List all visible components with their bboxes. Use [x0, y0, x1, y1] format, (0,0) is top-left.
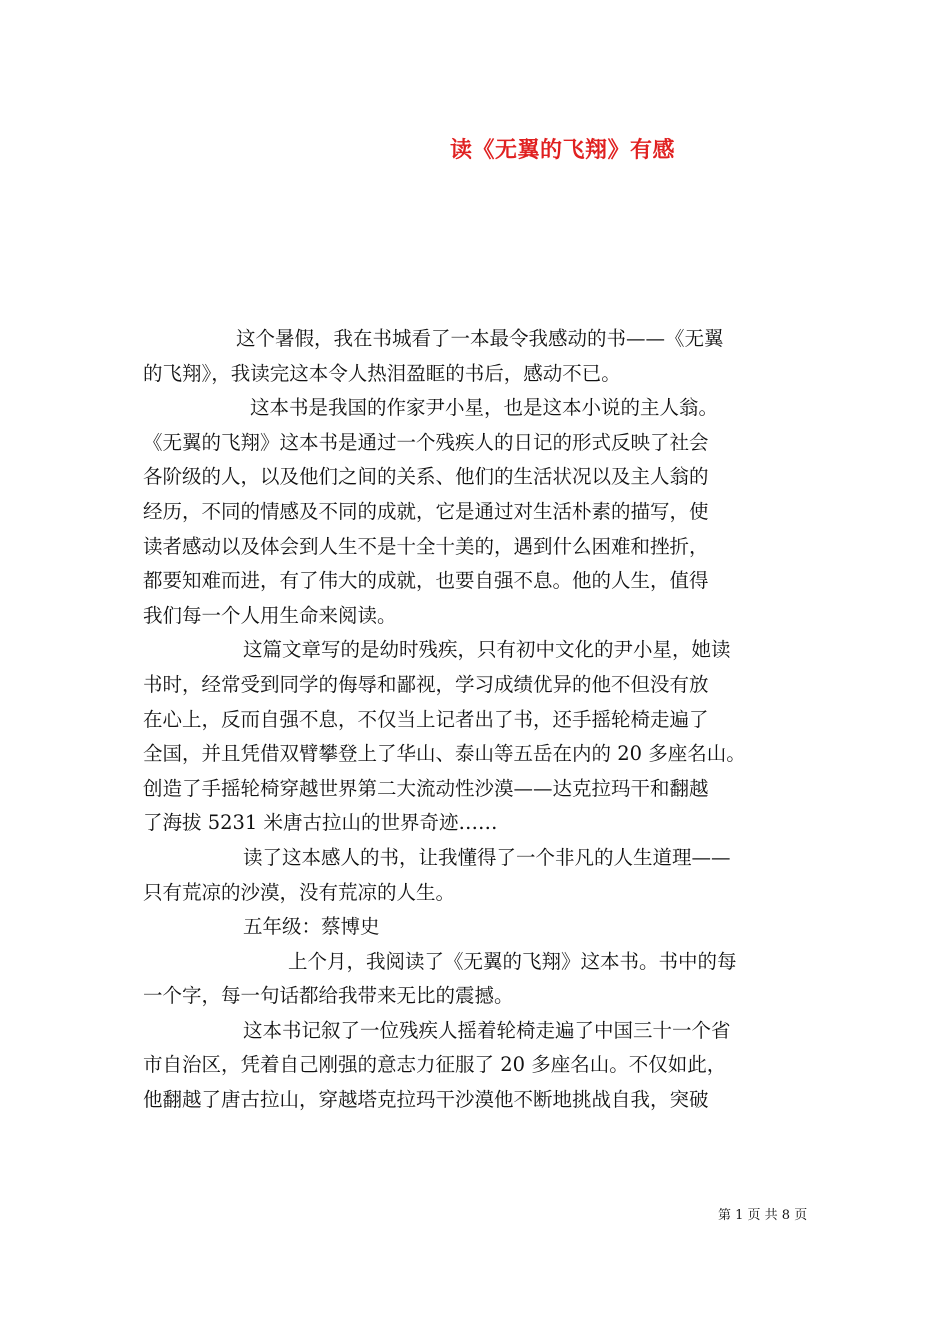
paragraph-line: 只有荒凉的沙漠，没有荒凉的人生。: [143, 880, 456, 904]
paragraph-line: 各阶级的人，以及他们之间的关系、他们的生活状况以及主人翁的: [143, 465, 709, 489]
paragraph-line: 了海拔 5231 米唐古拉山的世界奇迹……: [143, 811, 498, 835]
paragraph-line: 创造了手摇轮椅穿越世界第二大流动性沙漠——达克拉玛干和翻越: [143, 776, 709, 800]
paragraph-line: 他翻越了唐古拉山，穿越塔克拉玛干沙漠他不断地挑战自我，突破: [143, 1088, 709, 1112]
paragraph-line: 这个暑假，我在书城看了一本最令我感动的书——《无翼: [236, 327, 724, 350]
paragraph-line: 市自治区，凭着自己刚强的意志力征服了 20 多座名山。不仅如此，: [143, 1053, 727, 1077]
paragraph-line: 这本书是我国的作家尹小星，也是这本小说的主人翁。: [250, 396, 719, 420]
paragraph-line: 全国，并且凭借双臂攀登上了华山、泰山等五岳在内的 20 多座名山。: [143, 742, 746, 766]
page-number-footer: 第 1 页 共 8 页: [718, 1208, 808, 1223]
paragraph-line: 的飞翔》，我读完这本令人热泪盈眶的书后，感动不已。: [143, 361, 621, 385]
author-line: 五年级：蔡博史: [243, 915, 380, 939]
paragraph-line: 《无翼的飞翔》这本书是通过一个残疾人的日记的形式反映了社会: [143, 430, 709, 454]
paragraph-line: 我们每一个人用生命来阅读。: [143, 603, 397, 627]
paragraph-line: 读者感动以及体会到人生不是十全十美的，遇到什么困难和挫折，: [143, 534, 709, 558]
paragraph-line: 一个字，每一句话都给我带来无比的震撼。: [143, 984, 514, 1008]
document-body: [143, 322, 823, 1118]
paragraph-line: 在心上，反而自强不息，不仅当上记者出了书，还手摇轮椅走遍了: [143, 707, 709, 731]
paragraph-line: 这篇文章写的是幼时残疾，只有初中文化的尹小星，她读: [243, 638, 731, 662]
paragraph-line: 书时，经常受到同学的侮辱和鄙视，学习成绩优异的他不但没有放: [143, 672, 709, 696]
paragraph-line: 这本书记叙了一位残疾人摇着轮椅走遍了中国三十一个省: [243, 1018, 731, 1042]
paragraph-line: 上个月，我阅读了《无翼的飞翔》这本书。书中的每: [288, 949, 737, 973]
paragraph-line: 都要知难而进，有了伟大的成就，也要自强不息。他的人生，值得: [143, 569, 709, 593]
paragraph-line: 读了这本感人的书，让我懂得了一个非凡的人生道理——: [243, 845, 731, 869]
document-title: 读《无翼的飞翔》有感: [450, 137, 676, 163]
paragraph-line: 经历，不同的情感及不同的成就，它是通过对生活朴素的描写，使: [143, 499, 709, 523]
